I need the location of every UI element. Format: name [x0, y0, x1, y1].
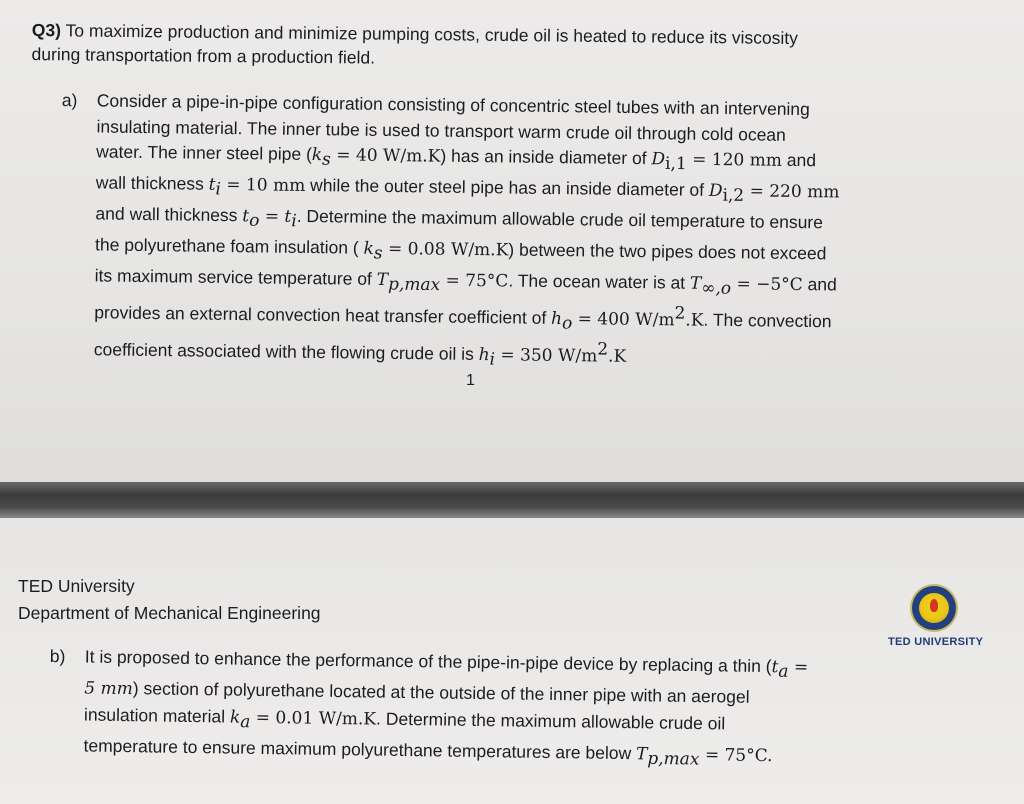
part-b-label: b): [49, 645, 66, 667]
part-b: [48, 644, 930, 776]
question-line-2: during transportation from a production field.: [31, 43, 376, 68]
part-a-text: [94, 88, 932, 378]
part-a-label: a): [61, 89, 78, 111]
part-a-line: provides an external convection heat transfer coefficient of $h_o = 400$ $W/m^2.K$. The convection: [94, 302, 832, 334]
page-divider: [0, 482, 1024, 518]
page-number: 1: [466, 372, 475, 389]
part-a-line: its maximum service temperature of $T_{p,max} = 75^\circ C$. The ocean water is at $T_{\infty,o} = -5^\circ C$ and: [94, 265, 837, 299]
question-number: Q3): [31, 19, 62, 41]
part-a: [59, 88, 932, 378]
part-b-text: [83, 644, 930, 775]
question-intro: [31, 18, 911, 75]
part-a-line: and wall thickness $t_o = t_i$. Determine the maximum allowable crude oil temperature to ensure: [95, 203, 824, 233]
part-b-line: insulation material $k_a = 0.01$ W/m.K. Determine the maximum allowable crude oil: [83, 703, 726, 733]
part-a-line: Consider a pipe-in-pipe configuration consisting of concentric steel tubes with an intervening: [96, 90, 810, 120]
department-name: Department of Mechanical Engineering: [18, 603, 321, 623]
logo-caption: TED UNIVERSITY: [888, 636, 984, 648]
part-a-line: the polyurethane foam insulation ( $k_s = 0.08$ W/m.K) between the two pipes does not exceed: [94, 234, 827, 264]
part-a-line: insulating material. The inner tube is used to transport warm crude oil through cold ocean: [96, 115, 786, 145]
part-b-line: temperature to ensure maximum polyurethane temperatures are below $T_{p,max} = 75^\circ C$.: [83, 734, 773, 770]
question-line-1: To maximize production and minimize pumping costs, crude oil is heated to reduce its viscosity: [65, 20, 799, 49]
part-b-line: 5 mm) section of polyurethane located at the outside of the inner pipe with an aerogel: [84, 678, 750, 707]
university-name: TED University: [18, 576, 135, 596]
part-a-line: wall thickness $t_i = 10$ mm while the outer steel pipe has an inside diameter of $D_{i,2} = 220$ mm: [95, 172, 840, 206]
part-a-line: water. The inner steel pipe ($k_s = 40$ W/m.K) has an inside diameter of $D_{i,1} = 120$ mm and: [96, 141, 817, 175]
part-b-line: It is proposed to enhance the performance of the pipe-in-pipe device by replacing a thin ($t_a$ =: [84, 646, 809, 682]
university-header: [18, 573, 321, 627]
university-logo-icon: [912, 586, 956, 630]
part-a-line: coefficient associated with the flowing crude oil is $h_i = 350$ $W/m^2.K$: [93, 339, 627, 370]
